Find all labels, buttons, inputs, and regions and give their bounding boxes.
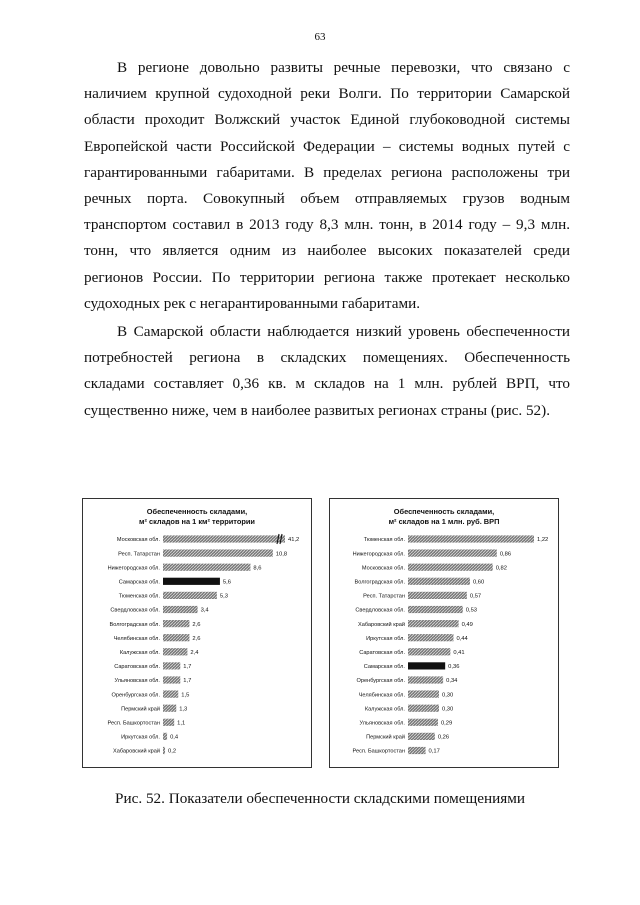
category-label: Челябинская обл.	[113, 635, 160, 642]
data-label: 0,44	[456, 635, 468, 642]
bar	[163, 564, 250, 571]
bar	[408, 676, 443, 683]
category-label: Хабаровский край	[112, 748, 160, 755]
bar	[163, 733, 167, 740]
category-label: Челябинская обл.	[358, 692, 405, 699]
data-label: 0,2	[168, 748, 177, 755]
data-label: 10,8	[275, 551, 288, 558]
data-label: 0,86	[499, 551, 512, 558]
chart-plot-area	[330, 499, 558, 767]
bar	[163, 535, 285, 542]
category-label: Свердловская обл.	[110, 607, 160, 614]
category-label: Московская обл.	[116, 537, 160, 544]
chart-warehouses-per-km2	[82, 498, 312, 768]
data-label: 1,3	[179, 706, 188, 713]
bar	[163, 578, 220, 585]
paragraph-warehouses	[84, 319, 570, 424]
figure-caption: Рис. 52. Показатели обеспеченности складскими помещениями	[115, 790, 525, 807]
bar	[408, 620, 459, 627]
data-label: 0,60	[472, 579, 485, 586]
chart-title-line2: м² складов на 1 км² территории	[139, 516, 255, 526]
category-label: Ульяновская обл.	[114, 678, 160, 685]
category-label: Пермский край	[366, 734, 405, 741]
bar	[163, 620, 189, 627]
chart-warehouses-per-grp	[329, 498, 559, 768]
data-label: 0,4	[170, 734, 179, 741]
category-label: Ульяновская обл.	[359, 720, 405, 727]
category-label: Тюменская обл.	[363, 537, 405, 544]
data-label: 8,6	[253, 565, 262, 572]
data-label: 0,49	[461, 621, 473, 628]
bar	[163, 634, 189, 641]
data-label: 0,26	[437, 734, 450, 741]
category-label: Оренбургская обл.	[356, 678, 405, 685]
paragraph-text: В Самарской области наблюдается низкий уровень обеспеченности потребностей региона в складских помещениях. Обеспеченность складами составляет 0,36 кв. м складов на 1 млн. рублей ВРП, что существенно ниже, чем в наиболее развитых регионах страны (рис. 52).	[84, 323, 570, 419]
bar	[163, 648, 187, 655]
chart-title-line1: Обеспеченность складами,	[393, 507, 495, 516]
data-label: 1,7	[183, 664, 192, 671]
data-label: 0,82	[495, 565, 507, 572]
data-label: 0,29	[440, 720, 453, 727]
category-label: Тюменская обл.	[118, 593, 160, 600]
data-label: 41,2	[288, 537, 300, 544]
data-label: 1,7	[183, 678, 192, 685]
bar	[408, 564, 493, 571]
data-label: 5,6	[222, 579, 231, 586]
data-label: 0,34	[446, 678, 458, 685]
category-label: Респ. Татарстан	[118, 551, 160, 558]
chart-title-line1: Обеспеченность складами,	[146, 507, 248, 516]
category-label: Московская обл.	[361, 565, 405, 572]
chart-plot-area	[83, 499, 311, 767]
bar	[408, 662, 445, 669]
paragraph-river-transport	[84, 55, 570, 317]
category-label: Калужская обл.	[364, 706, 405, 713]
bar	[163, 592, 217, 599]
category-label: Саратовская обл.	[359, 650, 405, 656]
data-label: 5,3	[219, 593, 228, 600]
bar	[163, 662, 180, 669]
bar	[163, 606, 198, 613]
category-label: Пермский край	[121, 706, 160, 713]
category-label: Оренбургская обл.	[111, 692, 160, 699]
data-label: 1,22	[537, 537, 549, 544]
bar	[408, 606, 463, 613]
bar	[408, 535, 534, 542]
category-label: Нижегородская обл.	[352, 551, 405, 558]
bar	[408, 550, 497, 557]
data-label: 2,6	[192, 635, 201, 642]
category-label: Самарская обл.	[363, 664, 405, 671]
data-label: 0,53	[465, 607, 478, 614]
page-number: 63	[314, 31, 326, 43]
data-label: 0,57	[469, 593, 482, 600]
bar	[408, 691, 439, 698]
bar	[408, 719, 438, 726]
chart-title-line2: м² складов на 1 млн. руб. ВРП	[388, 516, 500, 526]
bar	[163, 747, 165, 754]
category-label: Респ. Татарстан	[363, 593, 405, 600]
bar	[408, 634, 453, 641]
data-label: 0,17	[428, 748, 440, 755]
data-label: 3,4	[200, 607, 209, 614]
category-label: Волгоградская обл.	[109, 621, 160, 628]
bar	[408, 747, 426, 754]
category-label: Иркутская обл.	[121, 734, 160, 741]
category-label: Иркутская обл.	[366, 635, 405, 642]
data-label: 0,36	[448, 664, 460, 671]
bar	[408, 705, 439, 712]
category-label: Хабаровский край	[357, 621, 405, 628]
paragraph-text: В регионе довольно развиты речные перевозки, что связано с наличием крупной судоходной реки Волги. По территории Самарской области проходит Волжский участок Единой глубоководной системы Европейской части Российской Федерации – системы водных путей с гарантированными габаритами. В пределах региона расположены три речных порта. Совокупный объем отправляемых грузов водным транспортом составил в 2013 году 8,3 млн. тонн, в 2014 году – 9,3 млн. тонн, что является одним из наиболее высоких показателей среди регионов России. По территории региона также протекает несколько судоходных рек с негарантированными габаритами.	[84, 59, 570, 312]
bar	[163, 719, 174, 726]
category-label: Волгоградская обл.	[354, 579, 405, 586]
category-label: Нижегородская обл.	[107, 565, 160, 572]
bar	[163, 676, 180, 683]
category-label: Респ. Башкортостан	[352, 748, 405, 755]
category-label: Самарская обл.	[118, 579, 160, 586]
bar	[408, 592, 467, 599]
data-label: 2,6	[192, 621, 201, 628]
bar	[163, 705, 176, 712]
bar	[408, 648, 450, 655]
category-label: Респ. Башкортостан	[107, 720, 160, 727]
bar	[408, 578, 470, 585]
bar	[163, 691, 178, 698]
data-label: 0,30	[441, 692, 454, 699]
data-label: 1,1	[177, 720, 186, 727]
category-label: Свердловская обл.	[355, 607, 405, 614]
category-label: Калужская обл.	[119, 650, 160, 656]
data-label: 2,4	[190, 650, 199, 656]
category-label: Саратовская обл.	[114, 664, 160, 671]
data-label: 0,30	[441, 706, 454, 713]
bar	[408, 733, 435, 740]
data-label: 1,5	[181, 692, 190, 699]
bar	[163, 550, 273, 557]
data-label: 0,41	[453, 650, 465, 656]
